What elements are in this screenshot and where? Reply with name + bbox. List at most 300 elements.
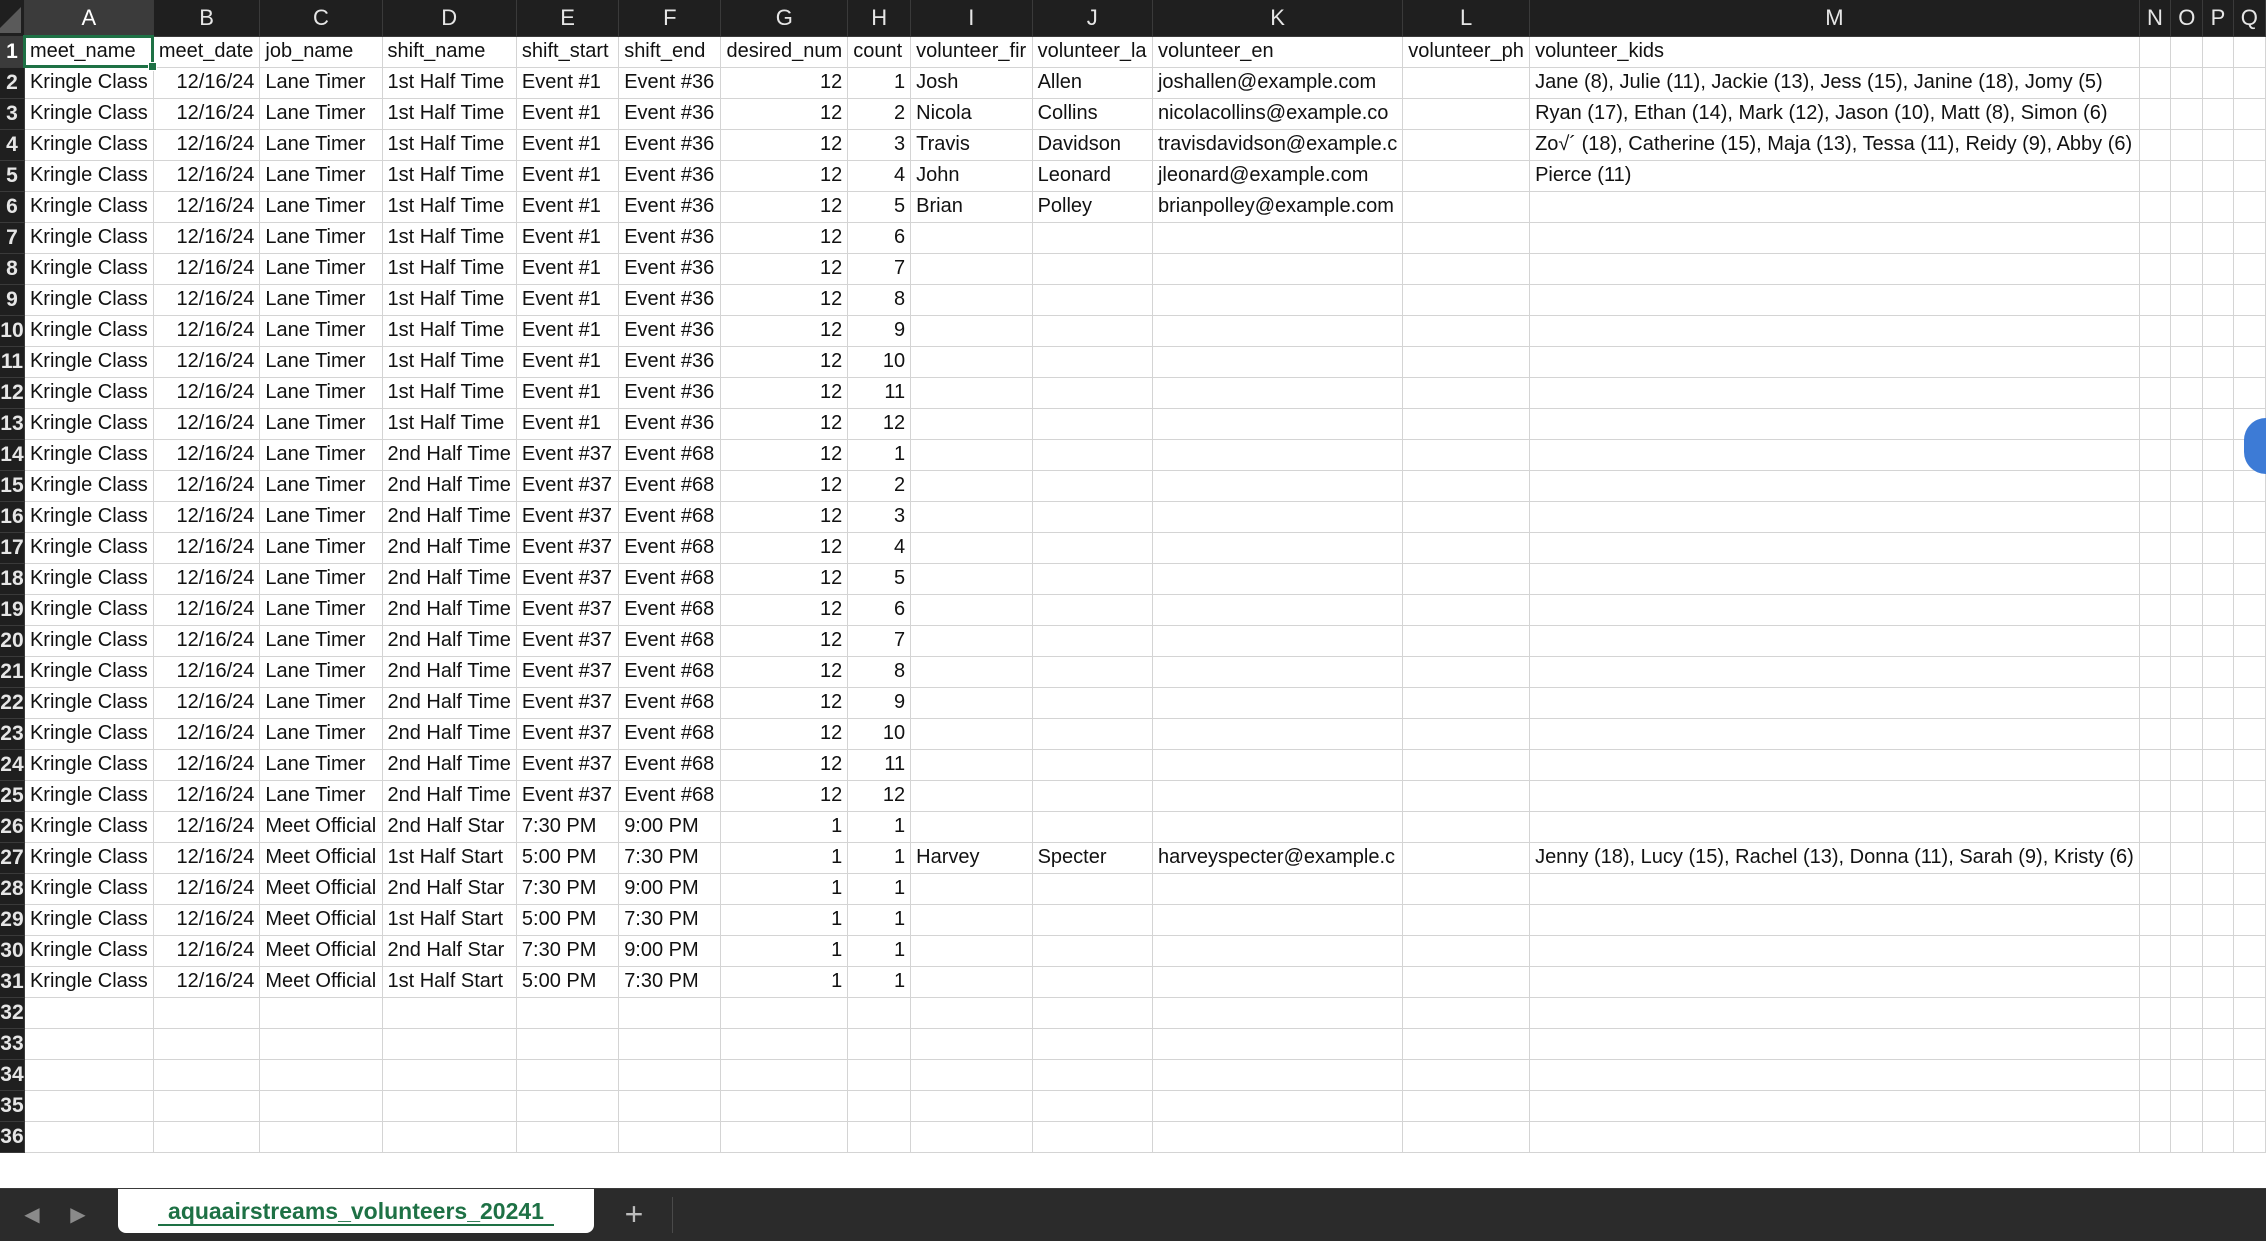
cell-h34[interactable] bbox=[848, 1059, 911, 1090]
cell-e14[interactable]: Event #37 bbox=[516, 439, 618, 470]
cell-g10[interactable]: 12 bbox=[721, 315, 848, 346]
cell-j3[interactable]: Collins bbox=[1032, 98, 1152, 129]
cell-k21[interactable] bbox=[1152, 656, 1402, 687]
cell-g15[interactable]: 12 bbox=[721, 470, 848, 501]
column-header-g[interactable]: G bbox=[721, 0, 848, 36]
cell-c33[interactable] bbox=[260, 1028, 382, 1059]
cell-i24[interactable] bbox=[911, 749, 1032, 780]
cell-p35[interactable] bbox=[2203, 1090, 2233, 1121]
cell-o34[interactable] bbox=[2171, 1059, 2203, 1090]
cell-m30[interactable] bbox=[1530, 935, 2140, 966]
row-header[interactable]: 12 bbox=[0, 377, 24, 408]
row-header[interactable]: 22 bbox=[0, 687, 24, 718]
cell-j10[interactable] bbox=[1032, 315, 1152, 346]
cell-l21[interactable] bbox=[1403, 656, 1530, 687]
cell-n13[interactable] bbox=[2139, 408, 2170, 439]
column-header-a[interactable]: A bbox=[24, 0, 153, 36]
column-header-l[interactable]: L bbox=[1403, 0, 1530, 36]
cell-o2[interactable] bbox=[2171, 67, 2203, 98]
cell-k22[interactable] bbox=[1152, 687, 1402, 718]
cell-l25[interactable] bbox=[1403, 780, 1530, 811]
cell-k6[interactable]: brianpolley@example.com bbox=[1152, 191, 1402, 222]
cell-i5[interactable]: John bbox=[911, 160, 1032, 191]
cell-l20[interactable] bbox=[1403, 625, 1530, 656]
cell-m15[interactable] bbox=[1530, 470, 2140, 501]
cell-a27[interactable]: Kringle Class bbox=[24, 842, 153, 873]
cell-a5[interactable]: Kringle Class bbox=[24, 160, 153, 191]
cell-q21[interactable] bbox=[2233, 656, 2265, 687]
cell-b7[interactable]: 12/16/24 bbox=[153, 222, 260, 253]
cell-c28[interactable]: Meet Official bbox=[260, 873, 382, 904]
cell-i34[interactable] bbox=[911, 1059, 1032, 1090]
cell-f6[interactable]: Event #36 bbox=[619, 191, 721, 222]
cell-b2[interactable]: 12/16/24 bbox=[153, 67, 260, 98]
cell-b3[interactable]: 12/16/24 bbox=[153, 98, 260, 129]
cell-o30[interactable] bbox=[2171, 935, 2203, 966]
cell-e17[interactable]: Event #37 bbox=[516, 532, 618, 563]
cell-i12[interactable] bbox=[911, 377, 1032, 408]
cell-m29[interactable] bbox=[1530, 904, 2140, 935]
cell-g14[interactable]: 12 bbox=[721, 439, 848, 470]
row-header[interactable]: 28 bbox=[0, 873, 24, 904]
cell-g26[interactable]: 1 bbox=[721, 811, 848, 842]
cell-p28[interactable] bbox=[2203, 873, 2233, 904]
cell-e26[interactable]: 7:30 PM bbox=[516, 811, 618, 842]
cell-j26[interactable] bbox=[1032, 811, 1152, 842]
cell-g32[interactable] bbox=[721, 997, 848, 1028]
cell-f5[interactable]: Event #36 bbox=[619, 160, 721, 191]
cell-j33[interactable] bbox=[1032, 1028, 1152, 1059]
cell-g8[interactable]: 12 bbox=[721, 253, 848, 284]
cell-l15[interactable] bbox=[1403, 470, 1530, 501]
cell-a8[interactable]: Kringle Class bbox=[24, 253, 153, 284]
row-header[interactable]: 4 bbox=[0, 129, 24, 160]
cell-k29[interactable] bbox=[1152, 904, 1402, 935]
cell-k14[interactable] bbox=[1152, 439, 1402, 470]
cell-c18[interactable]: Lane Timer bbox=[260, 563, 382, 594]
cell-d34[interactable] bbox=[382, 1059, 516, 1090]
row-header[interactable]: 26 bbox=[0, 811, 24, 842]
cell-k25[interactable] bbox=[1152, 780, 1402, 811]
cell-l35[interactable] bbox=[1403, 1090, 1530, 1121]
cell-p8[interactable] bbox=[2203, 253, 2233, 284]
cell-o3[interactable] bbox=[2171, 98, 2203, 129]
cell-b15[interactable]: 12/16/24 bbox=[153, 470, 260, 501]
cell-e19[interactable]: Event #37 bbox=[516, 594, 618, 625]
cell-f26[interactable]: 9:00 PM bbox=[619, 811, 721, 842]
cell-a25[interactable]: Kringle Class bbox=[24, 780, 153, 811]
cell-l4[interactable] bbox=[1403, 129, 1530, 160]
cell-i8[interactable] bbox=[911, 253, 1032, 284]
cell-l7[interactable] bbox=[1403, 222, 1530, 253]
cell-p17[interactable] bbox=[2203, 532, 2233, 563]
cell-o32[interactable] bbox=[2171, 997, 2203, 1028]
cell-i33[interactable] bbox=[911, 1028, 1032, 1059]
cell-m20[interactable] bbox=[1530, 625, 2140, 656]
cell-j8[interactable] bbox=[1032, 253, 1152, 284]
cell-c6[interactable]: Lane Timer bbox=[260, 191, 382, 222]
column-header-q[interactable]: Q bbox=[2233, 0, 2265, 36]
cell-m17[interactable] bbox=[1530, 532, 2140, 563]
cell-l30[interactable] bbox=[1403, 935, 1530, 966]
cell-i11[interactable] bbox=[911, 346, 1032, 377]
cell-o15[interactable] bbox=[2171, 470, 2203, 501]
cell-n33[interactable] bbox=[2139, 1028, 2170, 1059]
cell-a28[interactable]: Kringle Class bbox=[24, 873, 153, 904]
cell-b26[interactable]: 12/16/24 bbox=[153, 811, 260, 842]
cell-a30[interactable]: Kringle Class bbox=[24, 935, 153, 966]
cell-p29[interactable] bbox=[2203, 904, 2233, 935]
cell-q7[interactable] bbox=[2233, 222, 2265, 253]
cell-m11[interactable] bbox=[1530, 346, 2140, 377]
cell-b16[interactable]: 12/16/24 bbox=[153, 501, 260, 532]
cell-i23[interactable] bbox=[911, 718, 1032, 749]
cell-o28[interactable] bbox=[2171, 873, 2203, 904]
cell-e33[interactable] bbox=[516, 1028, 618, 1059]
cell-o8[interactable] bbox=[2171, 253, 2203, 284]
row-header[interactable]: 27 bbox=[0, 842, 24, 873]
cell-b12[interactable]: 12/16/24 bbox=[153, 377, 260, 408]
cell-k9[interactable] bbox=[1152, 284, 1402, 315]
cell-d5[interactable]: 1st Half Time bbox=[382, 160, 516, 191]
cell-o7[interactable] bbox=[2171, 222, 2203, 253]
cell-e5[interactable]: Event #1 bbox=[516, 160, 618, 191]
cell-i1[interactable]: volunteer_fir bbox=[911, 36, 1032, 67]
column-header-n[interactable]: N bbox=[2139, 0, 2170, 36]
cell-d30[interactable]: 2nd Half Star bbox=[382, 935, 516, 966]
cell-g34[interactable] bbox=[721, 1059, 848, 1090]
cell-j35[interactable] bbox=[1032, 1090, 1152, 1121]
cell-n14[interactable] bbox=[2139, 439, 2170, 470]
cell-l28[interactable] bbox=[1403, 873, 1530, 904]
cell-a23[interactable]: Kringle Class bbox=[24, 718, 153, 749]
cell-n27[interactable] bbox=[2139, 842, 2170, 873]
cell-p33[interactable] bbox=[2203, 1028, 2233, 1059]
cell-e12[interactable]: Event #1 bbox=[516, 377, 618, 408]
cell-l24[interactable] bbox=[1403, 749, 1530, 780]
cell-i25[interactable] bbox=[911, 780, 1032, 811]
cell-q20[interactable] bbox=[2233, 625, 2265, 656]
column-header-i[interactable]: I bbox=[911, 0, 1032, 36]
cell-b27[interactable]: 12/16/24 bbox=[153, 842, 260, 873]
cell-h13[interactable]: 12 bbox=[848, 408, 911, 439]
cell-a22[interactable]: Kringle Class bbox=[24, 687, 153, 718]
cell-j12[interactable] bbox=[1032, 377, 1152, 408]
cell-k28[interactable] bbox=[1152, 873, 1402, 904]
cell-h9[interactable]: 8 bbox=[848, 284, 911, 315]
cell-d24[interactable]: 2nd Half Time bbox=[382, 749, 516, 780]
next-sheet-icon[interactable]: ▶ bbox=[70, 1204, 86, 1226]
cell-p20[interactable] bbox=[2203, 625, 2233, 656]
cell-o6[interactable] bbox=[2171, 191, 2203, 222]
row-header[interactable]: 5 bbox=[0, 160, 24, 191]
cell-q15[interactable] bbox=[2233, 470, 2265, 501]
cell-q3[interactable] bbox=[2233, 98, 2265, 129]
cell-g28[interactable]: 1 bbox=[721, 873, 848, 904]
cell-j4[interactable]: Davidson bbox=[1032, 129, 1152, 160]
cell-l27[interactable] bbox=[1403, 842, 1530, 873]
cell-d14[interactable]: 2nd Half Time bbox=[382, 439, 516, 470]
cell-h16[interactable]: 3 bbox=[848, 501, 911, 532]
cell-d13[interactable]: 1st Half Time bbox=[382, 408, 516, 439]
cell-k11[interactable] bbox=[1152, 346, 1402, 377]
cell-o12[interactable] bbox=[2171, 377, 2203, 408]
cell-j15[interactable] bbox=[1032, 470, 1152, 501]
cell-n3[interactable] bbox=[2139, 98, 2170, 129]
cell-d22[interactable]: 2nd Half Time bbox=[382, 687, 516, 718]
cell-p22[interactable] bbox=[2203, 687, 2233, 718]
cell-k36[interactable] bbox=[1152, 1121, 1402, 1152]
cell-l17[interactable] bbox=[1403, 532, 1530, 563]
cell-i2[interactable]: Josh bbox=[911, 67, 1032, 98]
cell-k8[interactable] bbox=[1152, 253, 1402, 284]
cell-f16[interactable]: Event #68 bbox=[619, 501, 721, 532]
cell-b18[interactable]: 12/16/24 bbox=[153, 563, 260, 594]
cell-m25[interactable] bbox=[1530, 780, 2140, 811]
cell-m5[interactable]: Pierce (11) bbox=[1530, 160, 2140, 191]
cell-h19[interactable]: 6 bbox=[848, 594, 911, 625]
cell-e21[interactable]: Event #37 bbox=[516, 656, 618, 687]
cell-l31[interactable] bbox=[1403, 966, 1530, 997]
cell-j16[interactable] bbox=[1032, 501, 1152, 532]
cell-o29[interactable] bbox=[2171, 904, 2203, 935]
cell-p13[interactable] bbox=[2203, 408, 2233, 439]
cell-g4[interactable]: 12 bbox=[721, 129, 848, 160]
cell-f7[interactable]: Event #36 bbox=[619, 222, 721, 253]
cell-f22[interactable]: Event #68 bbox=[619, 687, 721, 718]
cell-a29[interactable]: Kringle Class bbox=[24, 904, 153, 935]
cell-f15[interactable]: Event #68 bbox=[619, 470, 721, 501]
cell-g2[interactable]: 12 bbox=[721, 67, 848, 98]
cell-g24[interactable]: 12 bbox=[721, 749, 848, 780]
cell-o20[interactable] bbox=[2171, 625, 2203, 656]
cell-q11[interactable] bbox=[2233, 346, 2265, 377]
cell-o10[interactable] bbox=[2171, 315, 2203, 346]
cell-f9[interactable]: Event #36 bbox=[619, 284, 721, 315]
row-header[interactable]: 9 bbox=[0, 284, 24, 315]
cell-b19[interactable]: 12/16/24 bbox=[153, 594, 260, 625]
cell-n16[interactable] bbox=[2139, 501, 2170, 532]
row-header[interactable]: 18 bbox=[0, 563, 24, 594]
cell-f36[interactable] bbox=[619, 1121, 721, 1152]
cell-d2[interactable]: 1st Half Time bbox=[382, 67, 516, 98]
cell-b24[interactable]: 12/16/24 bbox=[153, 749, 260, 780]
cell-o11[interactable] bbox=[2171, 346, 2203, 377]
cell-e11[interactable]: Event #1 bbox=[516, 346, 618, 377]
cell-f35[interactable] bbox=[619, 1090, 721, 1121]
cell-c12[interactable]: Lane Timer bbox=[260, 377, 382, 408]
cell-a31[interactable]: Kringle Class bbox=[24, 966, 153, 997]
cell-n20[interactable] bbox=[2139, 625, 2170, 656]
cell-m12[interactable] bbox=[1530, 377, 2140, 408]
cell-c13[interactable]: Lane Timer bbox=[260, 408, 382, 439]
cell-l9[interactable] bbox=[1403, 284, 1530, 315]
cell-h27[interactable]: 1 bbox=[848, 842, 911, 873]
cell-i6[interactable]: Brian bbox=[911, 191, 1032, 222]
cell-o19[interactable] bbox=[2171, 594, 2203, 625]
cell-m36[interactable] bbox=[1530, 1121, 2140, 1152]
cell-b8[interactable]: 12/16/24 bbox=[153, 253, 260, 284]
cell-g7[interactable]: 12 bbox=[721, 222, 848, 253]
cell-m14[interactable] bbox=[1530, 439, 2140, 470]
row-header[interactable]: 6 bbox=[0, 191, 24, 222]
cell-n12[interactable] bbox=[2139, 377, 2170, 408]
cell-e4[interactable]: Event #1 bbox=[516, 129, 618, 160]
cell-k19[interactable] bbox=[1152, 594, 1402, 625]
cell-m8[interactable] bbox=[1530, 253, 2140, 284]
select-all-corner[interactable] bbox=[0, 0, 24, 36]
cell-q22[interactable] bbox=[2233, 687, 2265, 718]
cell-i17[interactable] bbox=[911, 532, 1032, 563]
cell-f17[interactable]: Event #68 bbox=[619, 532, 721, 563]
cell-e18[interactable]: Event #37 bbox=[516, 563, 618, 594]
cell-g27[interactable]: 1 bbox=[721, 842, 848, 873]
cell-h6[interactable]: 5 bbox=[848, 191, 911, 222]
cell-a1[interactable]: meet_name bbox=[24, 36, 153, 67]
cell-j9[interactable] bbox=[1032, 284, 1152, 315]
cell-h10[interactable]: 9 bbox=[848, 315, 911, 346]
row-header[interactable]: 31 bbox=[0, 966, 24, 997]
cell-e16[interactable]: Event #37 bbox=[516, 501, 618, 532]
cell-f31[interactable]: 7:30 PM bbox=[619, 966, 721, 997]
cell-d8[interactable]: 1st Half Time bbox=[382, 253, 516, 284]
cell-q31[interactable] bbox=[2233, 966, 2265, 997]
cell-h11[interactable]: 10 bbox=[848, 346, 911, 377]
cell-q18[interactable] bbox=[2233, 563, 2265, 594]
cell-d16[interactable]: 2nd Half Time bbox=[382, 501, 516, 532]
cell-e30[interactable]: 7:30 PM bbox=[516, 935, 618, 966]
cell-l16[interactable] bbox=[1403, 501, 1530, 532]
cell-n35[interactable] bbox=[2139, 1090, 2170, 1121]
column-header-k[interactable]: K bbox=[1152, 0, 1402, 36]
cell-i7[interactable] bbox=[911, 222, 1032, 253]
column-header-m[interactable]: M bbox=[1530, 0, 2140, 36]
cell-i31[interactable] bbox=[911, 966, 1032, 997]
cell-o31[interactable] bbox=[2171, 966, 2203, 997]
cell-c3[interactable]: Lane Timer bbox=[260, 98, 382, 129]
cell-j11[interactable] bbox=[1032, 346, 1152, 377]
cell-d35[interactable] bbox=[382, 1090, 516, 1121]
cell-j30[interactable] bbox=[1032, 935, 1152, 966]
cell-j25[interactable] bbox=[1032, 780, 1152, 811]
cell-n10[interactable] bbox=[2139, 315, 2170, 346]
row-header[interactable]: 11 bbox=[0, 346, 24, 377]
cell-p14[interactable] bbox=[2203, 439, 2233, 470]
cell-o25[interactable] bbox=[2171, 780, 2203, 811]
cell-a21[interactable]: Kringle Class bbox=[24, 656, 153, 687]
row-header[interactable]: 17 bbox=[0, 532, 24, 563]
cell-b13[interactable]: 12/16/24 bbox=[153, 408, 260, 439]
cell-p16[interactable] bbox=[2203, 501, 2233, 532]
cell-k12[interactable] bbox=[1152, 377, 1402, 408]
cell-f29[interactable]: 7:30 PM bbox=[619, 904, 721, 935]
cell-d28[interactable]: 2nd Half Star bbox=[382, 873, 516, 904]
cell-c26[interactable]: Meet Official bbox=[260, 811, 382, 842]
cell-b30[interactable]: 12/16/24 bbox=[153, 935, 260, 966]
cell-n5[interactable] bbox=[2139, 160, 2170, 191]
cell-e3[interactable]: Event #1 bbox=[516, 98, 618, 129]
cell-c20[interactable]: Lane Timer bbox=[260, 625, 382, 656]
cell-g33[interactable] bbox=[721, 1028, 848, 1059]
cell-l3[interactable] bbox=[1403, 98, 1530, 129]
cell-g11[interactable]: 12 bbox=[721, 346, 848, 377]
cell-m13[interactable] bbox=[1530, 408, 2140, 439]
cell-p18[interactable] bbox=[2203, 563, 2233, 594]
cell-d27[interactable]: 1st Half Start bbox=[382, 842, 516, 873]
cell-h22[interactable]: 9 bbox=[848, 687, 911, 718]
cell-f24[interactable]: Event #68 bbox=[619, 749, 721, 780]
cell-n4[interactable] bbox=[2139, 129, 2170, 160]
cell-a26[interactable]: Kringle Class bbox=[24, 811, 153, 842]
cell-a18[interactable]: Kringle Class bbox=[24, 563, 153, 594]
cell-a12[interactable]: Kringle Class bbox=[24, 377, 153, 408]
cell-q19[interactable] bbox=[2233, 594, 2265, 625]
cell-e13[interactable]: Event #1 bbox=[516, 408, 618, 439]
cell-d20[interactable]: 2nd Half Time bbox=[382, 625, 516, 656]
cell-b31[interactable]: 12/16/24 bbox=[153, 966, 260, 997]
cell-j5[interactable]: Leonard bbox=[1032, 160, 1152, 191]
cell-m34[interactable] bbox=[1530, 1059, 2140, 1090]
cell-j23[interactable] bbox=[1032, 718, 1152, 749]
cell-q26[interactable] bbox=[2233, 811, 2265, 842]
cell-d19[interactable]: 2nd Half Time bbox=[382, 594, 516, 625]
cell-m26[interactable] bbox=[1530, 811, 2140, 842]
cell-c1[interactable]: job_name bbox=[260, 36, 382, 67]
cell-j20[interactable] bbox=[1032, 625, 1152, 656]
cell-c10[interactable]: Lane Timer bbox=[260, 315, 382, 346]
cell-a9[interactable]: Kringle Class bbox=[24, 284, 153, 315]
column-header-h[interactable]: H bbox=[848, 0, 911, 36]
cell-n25[interactable] bbox=[2139, 780, 2170, 811]
cell-j24[interactable] bbox=[1032, 749, 1152, 780]
row-header[interactable]: 13 bbox=[0, 408, 24, 439]
cell-h21[interactable]: 8 bbox=[848, 656, 911, 687]
cell-i4[interactable]: Travis bbox=[911, 129, 1032, 160]
cell-n17[interactable] bbox=[2139, 532, 2170, 563]
row-header[interactable]: 3 bbox=[0, 98, 24, 129]
cell-h20[interactable]: 7 bbox=[848, 625, 911, 656]
cell-e20[interactable]: Event #37 bbox=[516, 625, 618, 656]
row-header[interactable]: 29 bbox=[0, 904, 24, 935]
cell-o14[interactable] bbox=[2171, 439, 2203, 470]
cell-i35[interactable] bbox=[911, 1090, 1032, 1121]
column-header-o[interactable]: O bbox=[2171, 0, 2203, 36]
cell-f25[interactable]: Event #68 bbox=[619, 780, 721, 811]
cell-c4[interactable]: Lane Timer bbox=[260, 129, 382, 160]
cell-c29[interactable]: Meet Official bbox=[260, 904, 382, 935]
cell-h23[interactable]: 10 bbox=[848, 718, 911, 749]
cell-b10[interactable]: 12/16/24 bbox=[153, 315, 260, 346]
cell-g31[interactable]: 1 bbox=[721, 966, 848, 997]
cell-e15[interactable]: Event #37 bbox=[516, 470, 618, 501]
cell-a3[interactable]: Kringle Class bbox=[24, 98, 153, 129]
cell-g16[interactable]: 12 bbox=[721, 501, 848, 532]
row-header[interactable]: 35 bbox=[0, 1090, 24, 1121]
cell-i22[interactable] bbox=[911, 687, 1032, 718]
cell-a4[interactable]: Kringle Class bbox=[24, 129, 153, 160]
row-header[interactable]: 16 bbox=[0, 501, 24, 532]
cell-n2[interactable] bbox=[2139, 67, 2170, 98]
cell-q23[interactable] bbox=[2233, 718, 2265, 749]
cell-c36[interactable] bbox=[260, 1121, 382, 1152]
cell-k34[interactable] bbox=[1152, 1059, 1402, 1090]
cell-c5[interactable]: Lane Timer bbox=[260, 160, 382, 191]
cell-f1[interactable]: shift_end bbox=[619, 36, 721, 67]
cell-c30[interactable]: Meet Official bbox=[260, 935, 382, 966]
cell-m21[interactable] bbox=[1530, 656, 2140, 687]
cell-a33[interactable] bbox=[24, 1028, 153, 1059]
cell-i16[interactable] bbox=[911, 501, 1032, 532]
